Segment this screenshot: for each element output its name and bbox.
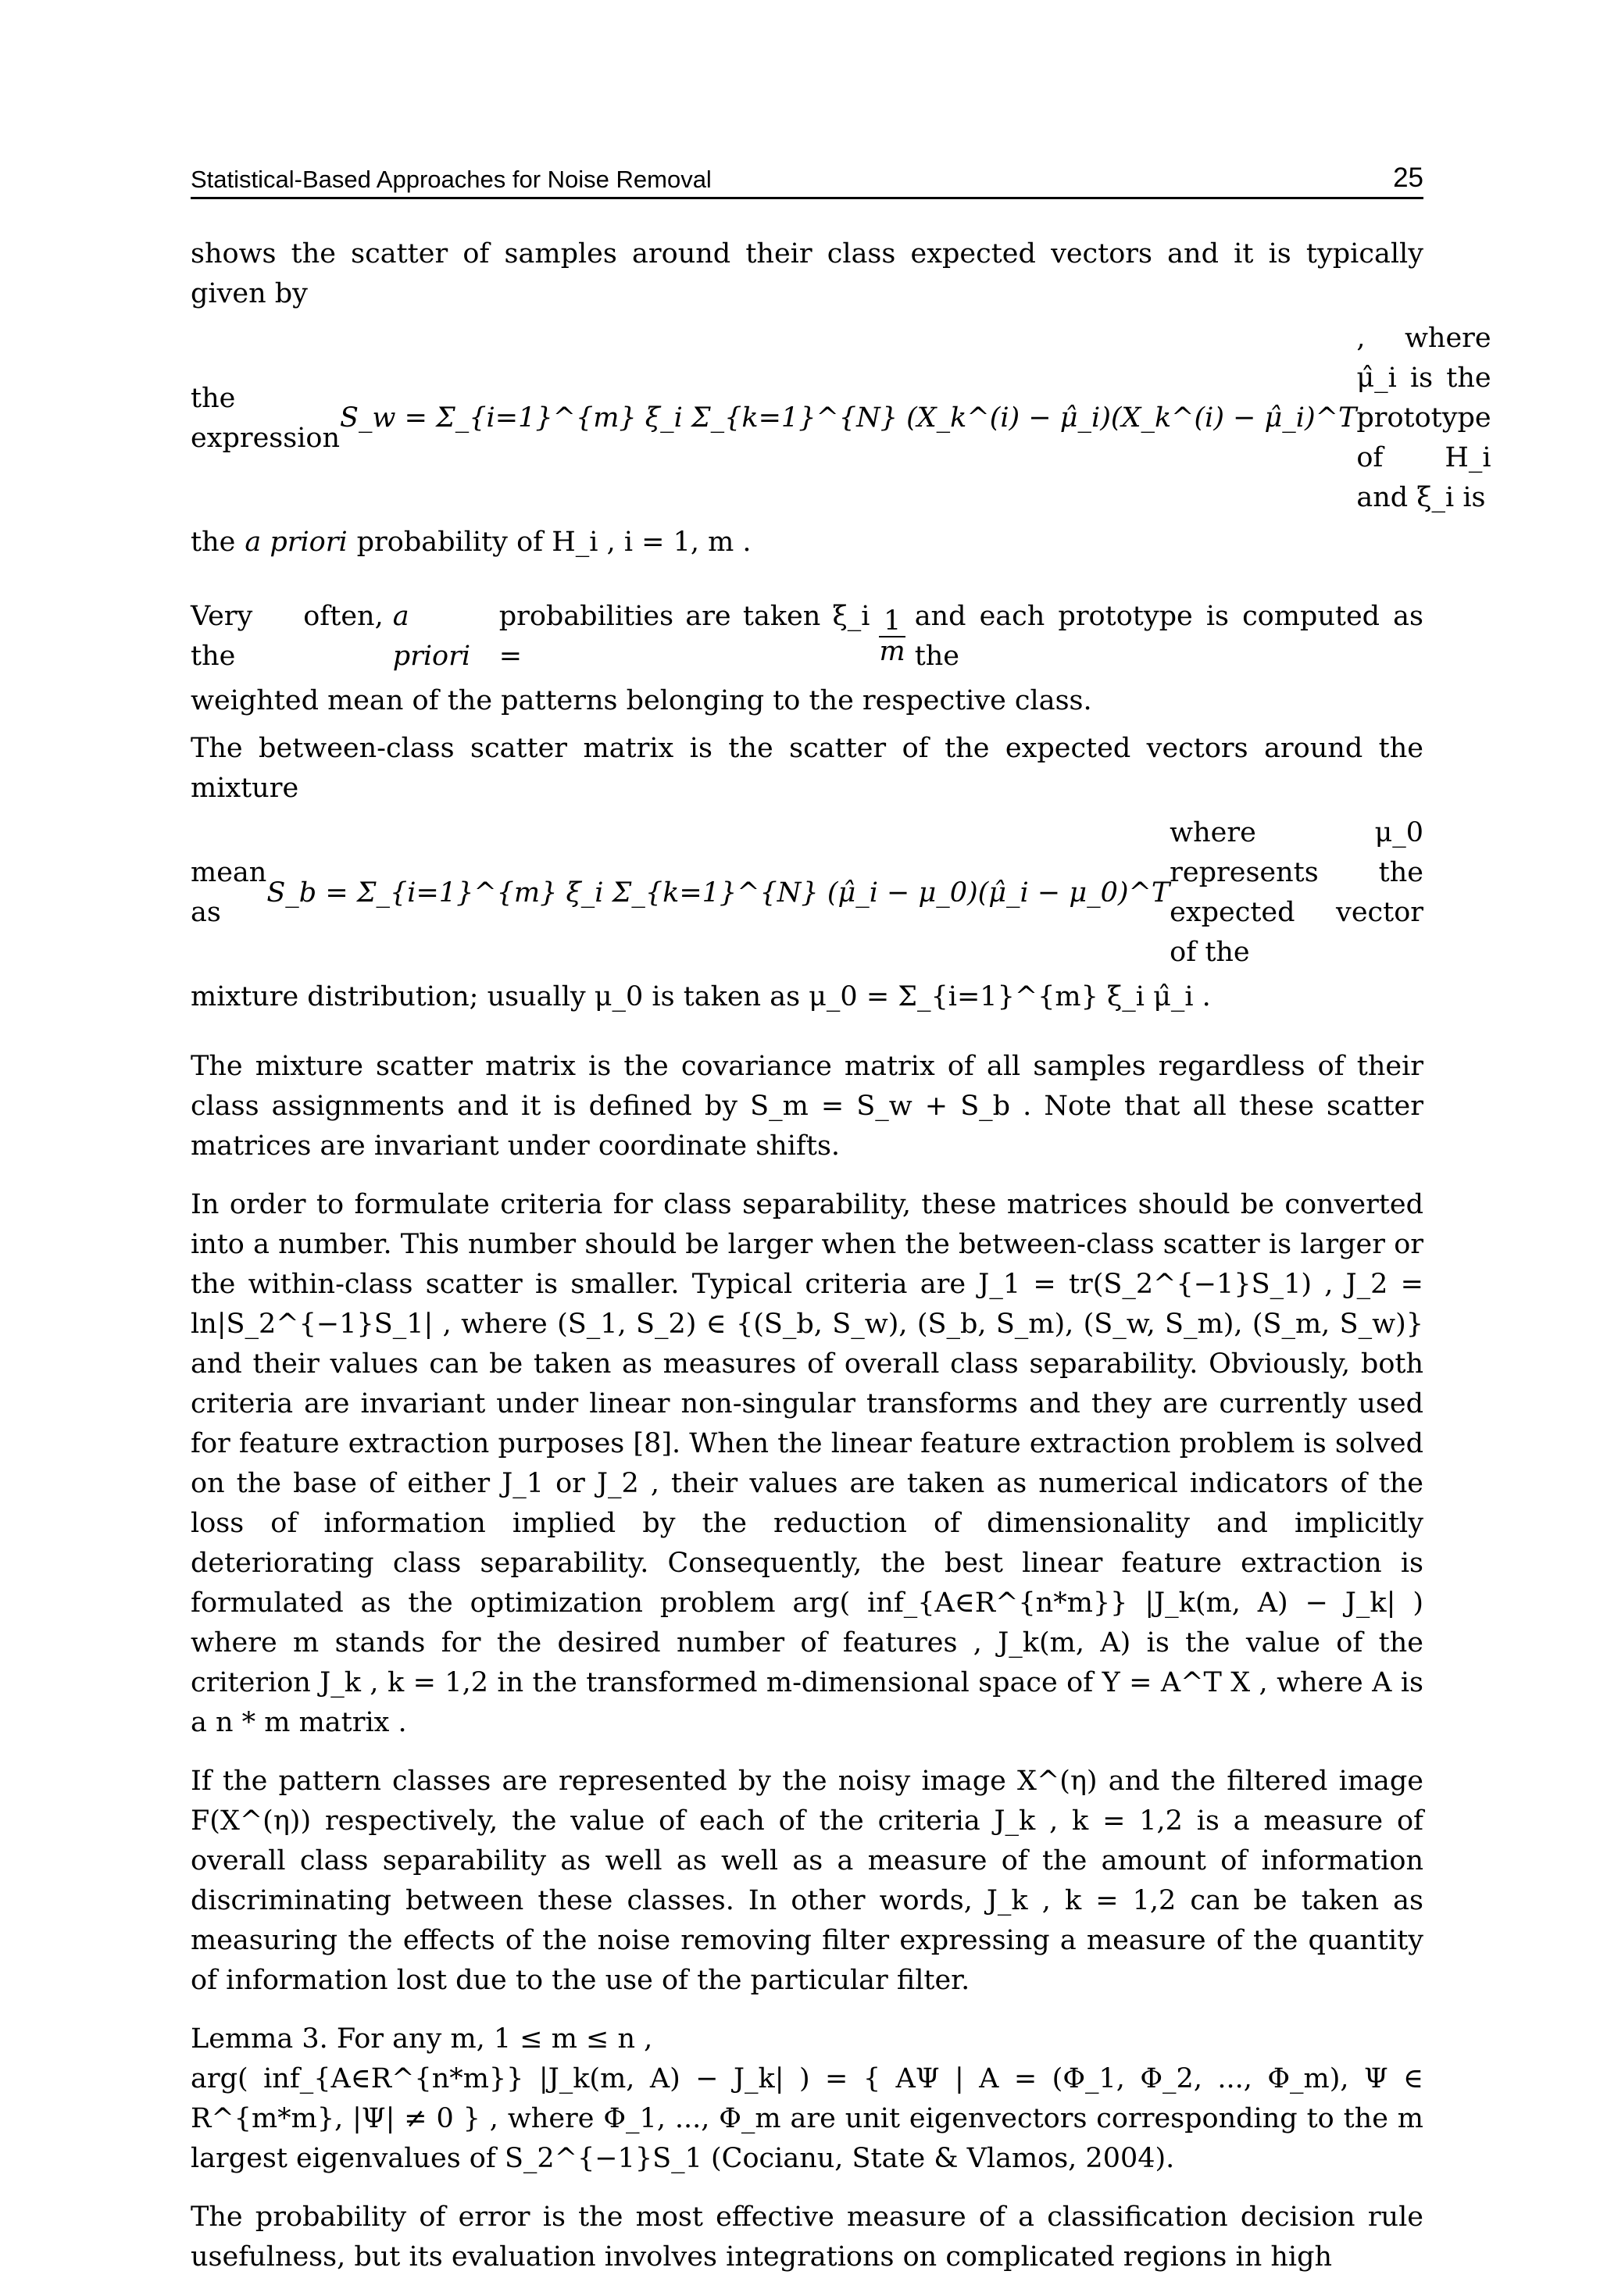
equation-line: mean as S_b = Σ_{i=1}^{m} ξ_i Σ_{k=1}^{N} (μ̂_i − μ_0)(μ̂_i − μ_0)^T where μ_0 represents the expected vector of the — [191, 817, 1423, 968]
equation-sb: S_b = Σ_{i=1}^{m} ξ_i Σ_{k=1}^{N} (μ̂_i − μ_0)(μ̂_i − μ_0)^T — [266, 877, 1170, 909]
text-line: weighted mean of the patterns belonging to the respective class. — [191, 685, 1092, 716]
running-header — [191, 164, 1423, 199]
equation-sw: S_w = Σ_{i=1}^{m} ξ_i Σ_{k=1}^{N} (X_k^(i) − μ̂_i)(X_k^(i) − μ̂_i)^T — [340, 402, 1357, 434]
paragraph-noisy-image: If the pattern classes are represented by the noisy image X^(η) and the filtered image F(X^(η)) respectively, the value of each of the criteria J_k , k = 1,2 is a measure of overall class separability as well as well as a measure of the amount of information discriminating between these classes. In other words, J_k , k = 1,2 can be taken as measuring the effects of the noise removing filter expressing a measure of the quantity of information lost due to the use of the particular filter. — [191, 1766, 1423, 1996]
fraction: $\frac{1}{m}$ — [879, 605, 905, 667]
equation-line: Very often, the a priori probabilities are taken ξ_i = $\frac{1}{m}$ and each prototype is computed as the — [191, 601, 1423, 672]
equation-line: mixture distribution; usually μ_0 is taken as μ_0 = Σ_{i=1}^{m} ξ_i μ̂_i . — [191, 981, 1211, 1012]
text-line: the a priori probability of H_i , i = 1, m . — [191, 527, 752, 558]
equation-line: the expression S_w = Σ_{i=1}^{m} ξ_i Σ_{k=1}^{N} (X_k^(i) − μ̂_i)(X_k^(i) − μ̂_i)^T , where μ̂_i is the prototype of H_i and ξ_i is — [191, 323, 1491, 513]
text-line: The between-class scatter matrix is the scatter of the expected vectors around the mixture — [191, 733, 1423, 804]
text-line: shows the scatter of samples around their class expected vectors and it is typically given by — [191, 238, 1423, 309]
lemma-3 — [191, 2019, 1423, 2179]
paragraph-a-priori — [191, 597, 1423, 721]
paragraph-between-class-scatter — [191, 729, 1423, 1017]
paragraph-criteria: In order to formulate criteria for class separability, these matrices should be converted into a number. This number should be larger when the between-class scatter is larger or the within-class scatter is smaller. Typical criteria are J_1 = tr(S_2^{−1}S_1) , J_2 = ln|S_2^{−1}S_1| , where (S_1, S_2) ∈ {(S_b, S_w), (S_b, S_m), (S_w, S_m), (S_m, S_w)} and their values can be taken as measures of overall class separability. Obviously, both criteria are invariant under linear non-singular transforms and they are currently used for feature extraction purposes [8]. When the linear feature extraction problem is solved on the base of either J_1 or J_2 , their values are taken as numerical indicators of the loss of information implied by the reduction of dimensionality and implicitly deteriorating class separability. Consequently, the best linear feature extraction is formulated as the optimization problem arg( inf_{A∈R^{n*m}} |J_k(m, A) − J_k| ) where m stands for the desired number of features , J_k(m, A) is the value of the criterion J_k , k = 1,2 in the transformed m-dimensional space of Y = A^T X , where A is a n * m matrix . — [191, 1189, 1423, 1738]
lemma-heading: Lemma 3. For any m, 1 ≤ m ≤ n , — [191, 2023, 653, 2055]
page-number: 25 — [1393, 162, 1423, 193]
paragraph-mixture-scatter: The mixture scatter matrix is the covariance matrix of all samples regardless of their class assignments and it is defined by S_m = S_w + S_b . Note that all these scatter matrices are invariant under coordinate shifts. — [191, 1051, 1423, 1162]
running-title: Statistical-Based Approaches for Noise Removal — [191, 166, 712, 193]
lemma-body: arg( inf_{A∈R^{n*m}} |J_k(m, A) − J_k| ) = { AΨ | A = (Φ_1, Φ_2, ..., Φ_m), Ψ ∈ R^{m*m}, |Ψ| ≠ 0 } , where Φ_1, ..., Φ_m are unit eigenvectors corresponding to the m largest eigenvalues of S_2^{−1}S_1 (Cocianu, State & Vlamos, 2004). — [191, 2063, 1423, 2174]
body-text — [191, 234, 1491, 2296]
paragraph-probability-of-error: The probability of error is the most effective measure of a classification decision rule usefulness, but its evaluation involves integrations on complicated regions in high — [191, 2201, 1423, 2273]
paragraph-within-class-scatter — [191, 234, 1491, 562]
